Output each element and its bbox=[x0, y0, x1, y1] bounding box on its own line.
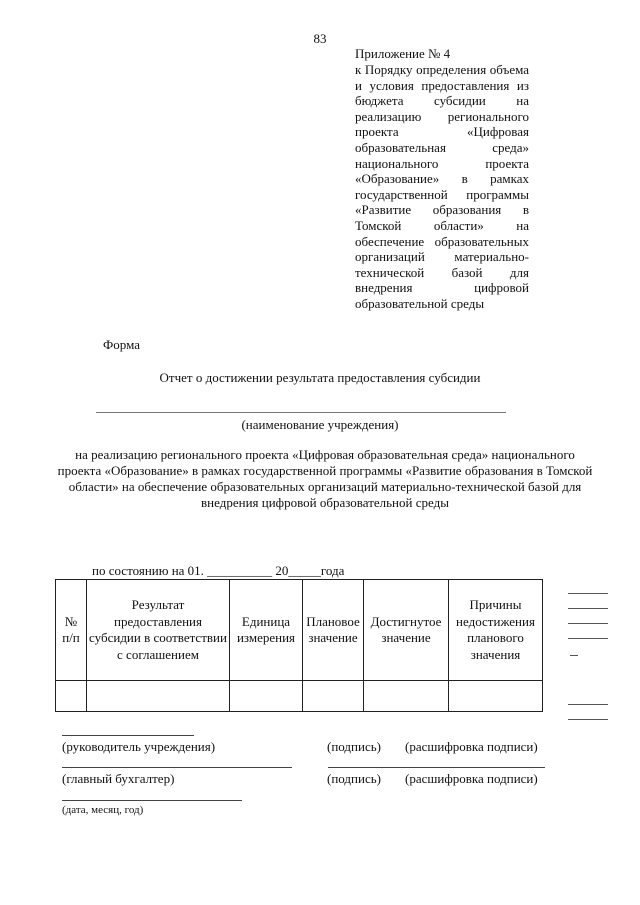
head-label: (руководитель учреждения) bbox=[62, 739, 216, 754]
header-number: № п/п bbox=[56, 580, 87, 681]
report-purpose: на реализацию регионального проекта «Цифровая образовательная среда» национального проекта «Образование» в рамках государственной программы «Развитие образования в Томской области» на обеспечение образовательных организаций материально-технической базой для внедрения цифровой образовательной среды bbox=[57, 447, 593, 510]
report-title: Отчет о достижении результата предоставления субсидии bbox=[159, 370, 481, 385]
head-decode-label: (расшифровка подписи) bbox=[405, 739, 538, 754]
results-table bbox=[55, 579, 543, 712]
accountant-line bbox=[62, 767, 292, 768]
form-label: Форма bbox=[103, 337, 140, 352]
head-signature-label: (подпись) bbox=[327, 739, 381, 754]
side-line bbox=[568, 593, 608, 594]
table-cell bbox=[87, 681, 230, 712]
report-date-line: по состоянию на 01. __________ 20_____года bbox=[92, 563, 345, 578]
table-cell bbox=[449, 681, 543, 712]
header-unit: Единица измерения bbox=[230, 580, 303, 681]
header-result: Результат предоставления субсидии в соответствии с соглашением bbox=[87, 580, 230, 681]
table-row bbox=[56, 681, 543, 712]
appendix-title: Приложение № 4 bbox=[355, 46, 451, 61]
head-signature-line bbox=[62, 735, 194, 736]
table-cell bbox=[56, 681, 87, 712]
side-line bbox=[568, 719, 608, 720]
date-line bbox=[62, 800, 242, 801]
header-achieved: Достигнутое значение bbox=[364, 580, 449, 681]
institution-name-caption: (наименование учреждения) bbox=[241, 417, 399, 432]
side-line bbox=[568, 638, 608, 639]
table-cell bbox=[364, 681, 449, 712]
date-label: (дата, месяц, год) bbox=[62, 804, 144, 816]
accountant-label: (главный бухгалтер) bbox=[62, 771, 175, 786]
side-line bbox=[568, 704, 608, 705]
table-cell bbox=[303, 681, 364, 712]
header-reasons: Причины недостижения планового значения bbox=[449, 580, 543, 681]
accountant-signature-line bbox=[328, 767, 545, 768]
side-line bbox=[570, 655, 578, 656]
accountant-decode-label: (расшифровка подписи) bbox=[405, 771, 538, 786]
header-planned: Плановое значение bbox=[303, 580, 364, 681]
appendix-description: к Порядку определения объема и условия предоставления из бюджета субсидии на реализацию регионального проекта «Цифровая образовательная среда» национального проекта «Образование» в рамках государственной программы «Развитие образования в Томской области» на обеспечение образовательных организаций материально-технической базой для внедрения цифровой образовательной среды bbox=[355, 62, 529, 311]
table-cell bbox=[230, 681, 303, 712]
accountant-signature-label: (подпись) bbox=[327, 771, 381, 786]
page-number: 83 bbox=[313, 31, 327, 46]
side-line bbox=[568, 623, 608, 624]
institution-name-line bbox=[96, 412, 506, 413]
table-header-row bbox=[56, 580, 543, 681]
side-line bbox=[568, 608, 608, 609]
